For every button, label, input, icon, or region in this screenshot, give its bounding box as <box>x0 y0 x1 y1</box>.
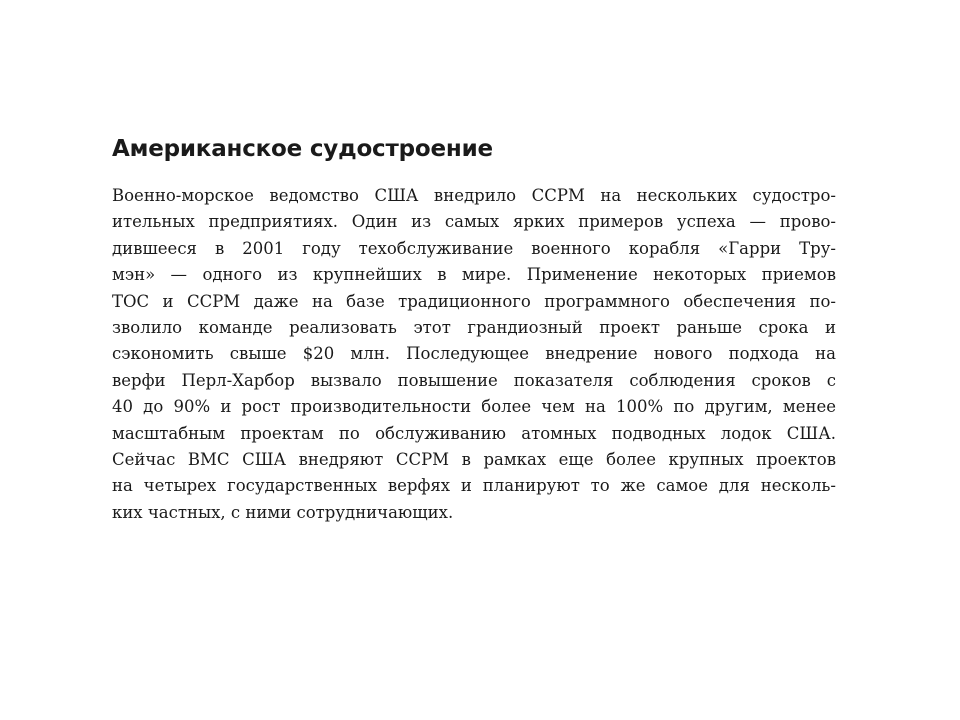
paragraph-line: мэн» — одного из крупнейших в мире. Применение некоторых приемов <box>112 265 836 285</box>
paragraph-line: Военно-морское ведомство США внедрило CCPM на нескольких судостро- <box>112 186 836 205</box>
paragraph-line: TOC и CCPM даже на базе традиционного программного обеспечения по- <box>112 291 836 311</box>
paragraph-line: 40 до 90% и рост производительности более чем на 100% по другим, менее <box>112 397 836 417</box>
paragraph-line: верфи Перл-Харбор вызвало повышение показателя соблюдения сроков с <box>112 370 836 390</box>
paragraph-line: ких частных, с ними сотрудничающих. <box>112 502 454 522</box>
paragraph-line: на четырех государственных верфях и планируют то же самое для несколь- <box>112 476 836 496</box>
paragraph-line: ительных предприятиях. Один из самых ярких примеров успеха — прово- <box>112 212 836 232</box>
paragraph-line: дившееся в 2001 году техобслуживание военного корабля «Гарри Тру- <box>112 238 836 258</box>
paragraph-line: зволило команде реализовать этот грандиозный проект раньше срока и <box>112 317 836 337</box>
paragraph-line: сэкономить свыше $20 млн. Последующее внедрение нового подхода на <box>112 344 836 364</box>
paragraph-line: масштабным проектам по обслуживанию атомных подводных лодок США. <box>112 423 836 443</box>
body-paragraph <box>112 183 836 526</box>
paragraph-line: Сейчас ВМС США внедряют CCPM в рамках еще более крупных проектов <box>112 449 836 469</box>
section-heading: Американское судостроение <box>112 136 493 162</box>
